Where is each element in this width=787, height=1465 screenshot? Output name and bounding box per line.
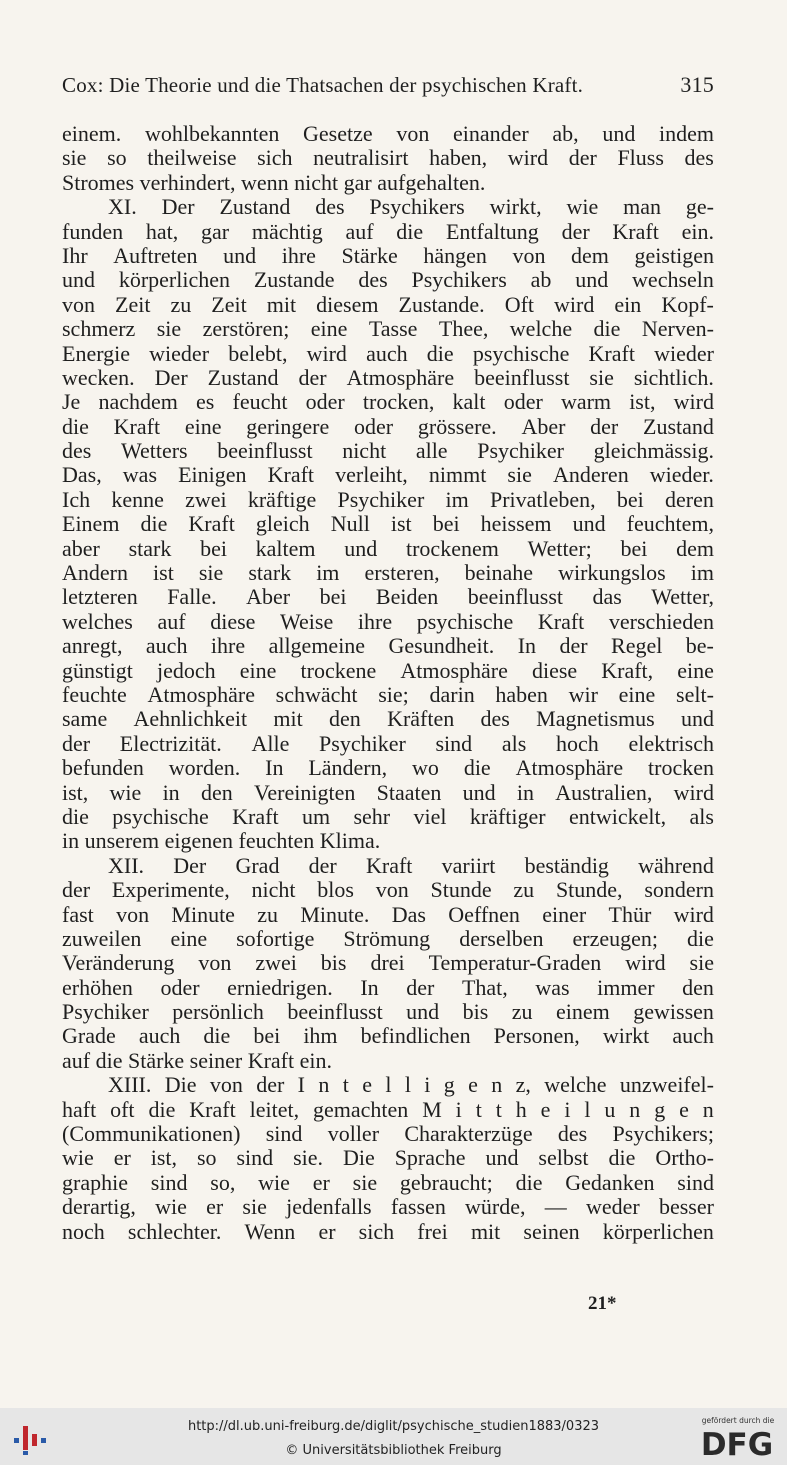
text-line: graphie sind so, wie er sie gebraucht; die Gedanken sind (62, 1169, 714, 1195)
permalink-url[interactable]: http://dl.ub.uni-freiburg.de/diglit/psychische_studien1883/0323 (187, 1419, 600, 1434)
text-line: letzteren Falle. Aber bei Beiden beeinflusst das Wetter, (62, 584, 714, 610)
text-line: und körperlichen Zustande des Psychikers ab und wechseln (62, 267, 714, 293)
text-line: same Aehnlichkeit mit den Kräften des Magnetismus und (62, 706, 714, 732)
text-line: noch schlechter. Wenn er sich frei mit seinen körperlichen (62, 1218, 714, 1244)
text-line: günstigt jedoch eine trockene Atmosphäre diese Kraft, eine (62, 657, 714, 683)
text-line: derartig, wie er sie jedenfalls fassen würde, — weder besser (62, 1194, 714, 1220)
text-line: fast von Minute zu Minute. Das Oeffnen einer Thür wird (62, 901, 714, 927)
text-line: einem. wohlbekannten Gesetze von einander ab, und indem (62, 121, 714, 146)
text-line: ist, wie in den Vereinigten Staaten und in Australien, wird (62, 779, 714, 805)
text-line: auf die Stärke seiner Kraft ein. (62, 1047, 332, 1073)
copyright-notice: © Universitätsbibliothek Freiburg (285, 1443, 502, 1458)
text-line: die psychische Kraft um sehr viel kräftiger entwickelt, als (62, 803, 714, 829)
text-line: der Experimente, nicht blos von Stunde zu Stunde, sondern (62, 877, 714, 903)
dfg-logo-icon (694, 1426, 780, 1460)
text-line: in unserem eigenen feuchten Klima. (62, 828, 381, 854)
text-line: von Zeit zu Zeit mit diesem Zustande. Oft wird ein Kopf- (62, 291, 714, 317)
text-line: Grade auch die bei ihm befindlichen Personen, wirkt auch (62, 1023, 714, 1049)
text-line: der Electrizität. Alle Psychiker sind als hoch elektrisch (62, 730, 714, 756)
running-head-title: Cox: Die Theorie und die Thatsachen der psychischen Kraft. (62, 73, 584, 97)
text-line: wecken. Der Zustand der Atmosphäre beeinflusst sie sichtlich. (62, 364, 714, 390)
body-text (62, 122, 714, 1244)
text-line: XII. Der Grad der Kraft variirt beständig während (108, 852, 714, 878)
text-line: haft oft die Kraft leitet, gemachten M i t t h e i l u n g e n (62, 1096, 714, 1122)
text-line: Energie wieder belebt, wird auch die psychische Kraft wieder (62, 340, 714, 366)
text-line: aber stark bei kaltem und trockenem Wetter; bei dem (62, 535, 714, 561)
text-line: zuweilen eine sofortige Strömung derselben erzeugen; die (62, 925, 714, 951)
text-line: Das, was Einigen Kraft verleiht, nimmt sie Anderen wieder. (62, 462, 714, 488)
text-line: schmerz sie zerstören; eine Tasse Thee, welche die Nerven- (62, 316, 714, 342)
footer-bar (0, 1408, 787, 1465)
page-number: 315 (680, 72, 714, 97)
sheet-signature: 21* (588, 1293, 617, 1314)
text-line: befunden worden. In Ländern, wo die Atmosphäre trocken (62, 755, 714, 781)
text-line: feuchte Atmosphäre schwächt sie; darin haben wir eine selt- (62, 681, 714, 707)
text-line: (Communikationen) sind voller Charakterzüge des Psychikers; (62, 1121, 714, 1147)
text-line: XI. Der Zustand des Psychikers wirkt, wie man ge- (108, 194, 714, 220)
text-line: die Kraft eine geringere oder grössere. Aber der Zustand (62, 413, 714, 439)
text-line: Stromes verhindert, wenn nicht gar aufgehalten. (62, 169, 486, 195)
text-line: erhöhen oder erniedrigen. In der That, was immer den (62, 974, 714, 1000)
text-line: welches auf diese Weise ihre psychische Kraft verschieden (62, 608, 714, 634)
text-line: Veränderung von zwei bis drei Temperatur-Graden wird sie (62, 950, 714, 976)
text-line: Psychiker persönlich beeinflusst und bis zu einem gewissen (62, 999, 714, 1025)
text-line: XIII. Die von der I n t e l l i g e n z, welche unzweifel- (108, 1072, 714, 1098)
text-line: Ihr Auftreten und ihre Stärke hängen von dem geistigen (62, 242, 714, 268)
text-line: funden hat, gar mächtig auf die Entfaltung der Kraft ein. (62, 218, 714, 244)
text-line: des Wetters beeinflusst nicht alle Psychiker gleichmässig. (62, 438, 714, 464)
text-line: Ich kenne zwei kräftige Psychiker im Privatleben, bei deren (62, 486, 714, 512)
dfg-caption: gefördert durch die (701, 1416, 775, 1425)
text-line: anregt, auch ihre allgemeine Gesundheit. In der Regel be- (62, 633, 714, 659)
text-line: Einem die Kraft gleich Null ist bei heissem und feuchtem, (62, 511, 714, 537)
running-head (62, 72, 714, 106)
text-line: sie so theilweise sich neutralisirt haben, wird der Fluss des (62, 145, 714, 171)
dfg-logo-text: DFG (700, 1427, 774, 1460)
text-line: Je nachdem es feucht oder trocken, kalt oder warm ist, wird (62, 389, 714, 415)
text-line: Andern ist sie stark im ersteren, beinahe wirkungslos im (62, 560, 714, 586)
text-line: wie er ist, so sind sie. Die Sprache und selbst die Ortho- (62, 1145, 714, 1171)
